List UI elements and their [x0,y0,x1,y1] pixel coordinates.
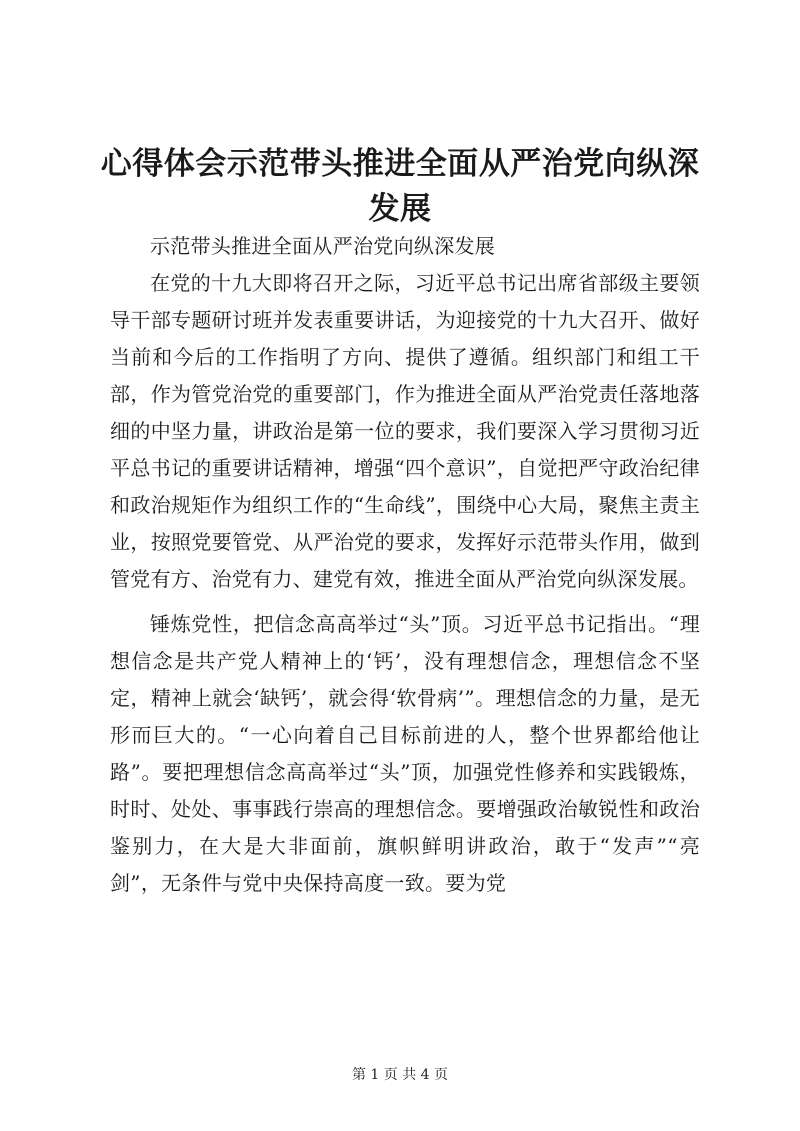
document-title: 心得体会示范带头推进全面从严治党向纵深发展 [100,146,700,227]
body-paragraph: 锤炼党性，把信念高高举过“头”顶。习近平总书记指出。“理想信念是共产党人精神上的‘钙’，没有理想信念，理想信念不坚定，精神上就会‘缺钙’，就会得‘软骨病’”。理想信念的力量，是无形而巨大的。“一心向着自己目标前进的人，整个世界都给他让路”。要把理想信念高高举过“头”顶，加强党性修养和实践锻炼，时时、处处、事事践行崇高的理想信念。要增强政治敏锐性和政治鉴别力，在大是大非面前，旗帜鲜明讲政治，敢于“发声”“亮剑”，无条件与党中央保持高度一致。要为党 [110,612,700,895]
document-body [110,228,700,902]
subtitle-paragraph: 示范带头推进全面从严治党向纵深发展 [150,234,496,258]
body-paragraph: 在党的十九大即将召开之际，习近平总书记出席省部级主要领导干部专题研讨班并发表重要讲话，为迎接党的十九大召开、做好当前和今后的工作指明了方向、提供了遵循。组织部门和组工干部，作为管党治党的重要部门，作为推进全面从严治党责任落地落细的中坚力量，讲政治是第一位的要求，我们要深入学习贯彻习近平总书记的重要讲话精神，增强“四个意识”，自觉把严守政治纪律和政治规矩作为组织工作的“生命线”，围绕中心大局，聚焦主责主业，按照党要管党、从严治党的要求，发挥好示范带头作用，做到管党有方、治党有力、建党有效，推进全面从严治党向纵深发展。 [110,271,700,591]
page-number-footer: 第 1 页 共 4 页 [351,1067,449,1083]
